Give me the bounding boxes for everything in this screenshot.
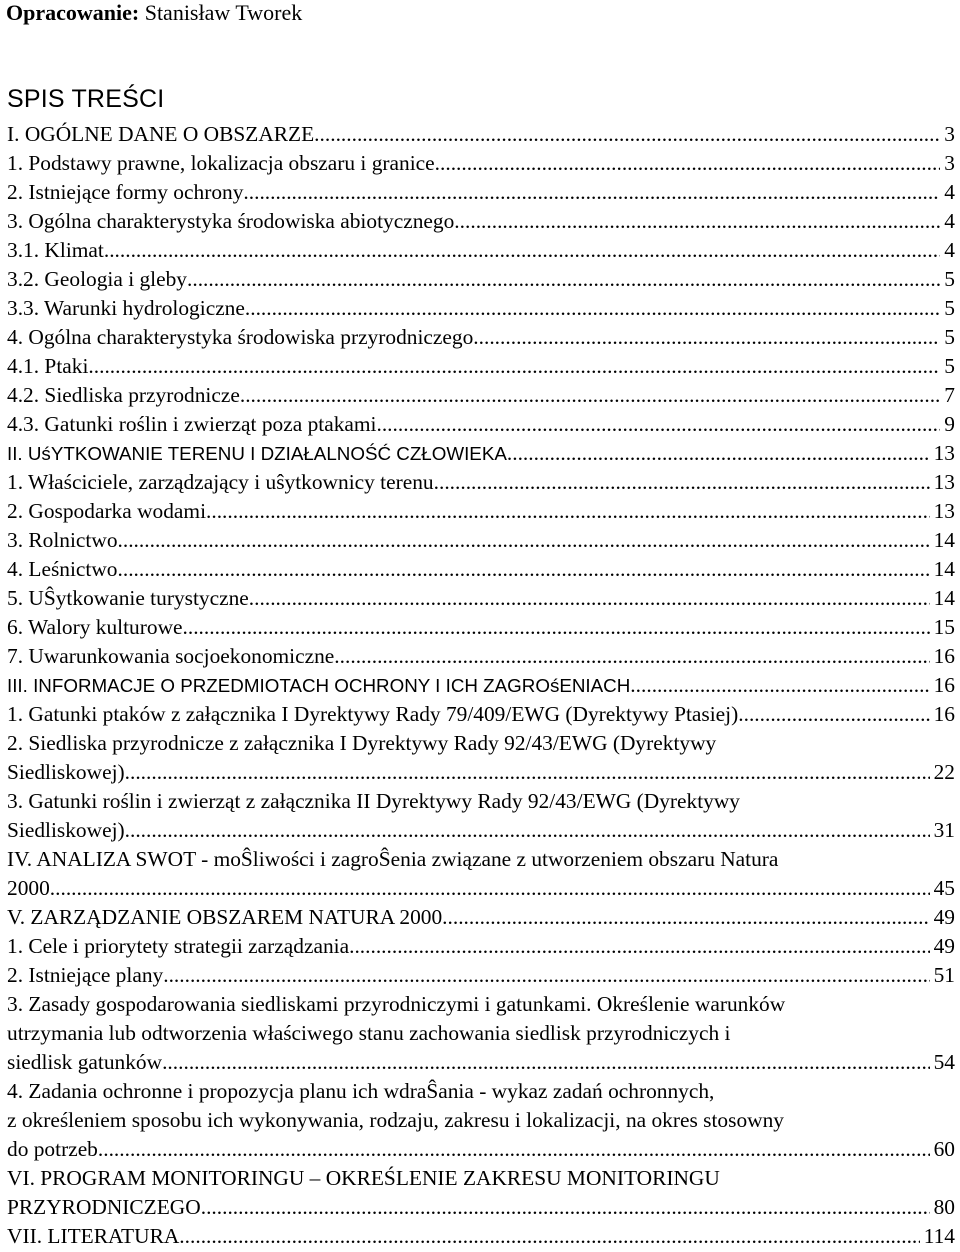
dot-leader (243, 178, 940, 207)
toc-entry-title: siedlisk gatunków (7, 1050, 163, 1074)
dot-leader (162, 1048, 930, 1077)
dot-leader (187, 265, 940, 294)
dot-leader (118, 555, 930, 584)
dot-leader (314, 120, 940, 149)
toc-entry[interactable] (7, 1077, 955, 1164)
toc-entry-last-line (7, 874, 955, 903)
toc-page-number: 4 (944, 180, 955, 204)
toc-entry[interactable] (7, 294, 955, 323)
toc-page-number: 5 (944, 267, 955, 291)
toc-entry[interactable] (7, 961, 955, 990)
dot-leader (98, 1135, 930, 1164)
toc-entry-title: 4.2. Siedliska przyrodnicze (7, 383, 240, 407)
toc-entry-last-line (7, 1135, 955, 1164)
dot-leader (245, 294, 940, 323)
dot-leader (454, 207, 940, 236)
toc-entry[interactable] (7, 120, 955, 149)
dot-leader (376, 410, 940, 439)
toc-page-number: 31 (933, 818, 955, 842)
toc-page-number: 16 (933, 644, 955, 668)
toc-entry[interactable] (7, 990, 955, 1077)
dot-leader (249, 584, 930, 613)
dot-leader (507, 439, 930, 468)
toc-entry[interactable] (7, 555, 955, 584)
dot-leader (118, 526, 930, 555)
dot-leader (88, 352, 940, 381)
toc-entry-title: 3. Rolnictwo (7, 528, 118, 552)
toc-page-number: 45 (933, 876, 955, 900)
toc-entry-title: II. UśYTKOWANIE TERENU I DZIAŁALNOŚĆ CZŁOWIEKA (7, 443, 507, 464)
dot-leader (738, 700, 929, 729)
toc-page-number: 5 (944, 325, 955, 349)
toc-entry-line: z określeniem sposobu ich wykonywania, rodzaju, zakresu i lokalizacji, na okres stosowny (7, 1108, 784, 1132)
toc-entry[interactable] (7, 265, 955, 294)
toc-page-number: 14 (933, 586, 955, 610)
dot-leader (104, 236, 940, 265)
toc-page-number: 13 (933, 470, 955, 494)
dot-leader (206, 497, 930, 526)
toc-page-number: 16 (933, 702, 955, 726)
toc-page-number: 114 (923, 1224, 955, 1248)
toc-entry-title: 1. Cele i priorytety strategii zarządzania (7, 934, 350, 958)
toc-entry-title: 1. Właściciele, zarządzający i uŝytkownicy terenu (7, 470, 434, 494)
toc-page-number: 14 (933, 528, 955, 552)
toc-entry[interactable] (7, 323, 955, 352)
toc-page-number: 60 (933, 1137, 955, 1161)
dot-leader (442, 903, 929, 932)
dot-leader (435, 149, 941, 178)
toc-entry-title: 3.3. Warunki hydrologiczne (7, 296, 245, 320)
toc-page-number: 5 (944, 296, 955, 320)
author-line (6, 0, 302, 26)
toc-entry[interactable] (7, 149, 955, 178)
toc-entry[interactable] (7, 468, 955, 497)
toc-page-number: 4 (944, 238, 955, 262)
toc-entry[interactable] (7, 410, 955, 439)
toc-page-number: 15 (933, 615, 955, 639)
toc-entry-line: IV. ANALIZA SWOT - moŜliwości i zagroŜenia związane z utworzeniem obszaru Natura (7, 847, 779, 871)
toc-entry-title: 1. Podstawy prawne, lokalizacja obszaru i granice (7, 151, 435, 175)
toc-entry-title: 4.3. Gatunki roślin i zwierząt poza ptakami (7, 412, 377, 436)
toc-page-number: 9 (944, 412, 955, 436)
toc-entry-last-line (7, 1048, 955, 1077)
toc-entry[interactable] (7, 932, 955, 961)
toc-entry-title: 1. Gatunki ptaków z załącznika I Dyrektywy Rady 79/409/EWG (Dyrektywy Ptasiej) (7, 702, 739, 726)
toc-page-number: 13 (933, 441, 955, 465)
dot-leader (183, 613, 930, 642)
toc-entry[interactable] (7, 642, 955, 671)
toc-entry[interactable] (7, 439, 955, 468)
toc-entry[interactable] (7, 207, 955, 236)
toc-entry-title: 2. Gospodarka wodami (7, 499, 207, 523)
dot-leader (179, 1222, 919, 1251)
toc-entry[interactable] (7, 903, 955, 932)
toc-page-number: 7 (944, 383, 955, 407)
toc-page-number: 3 (944, 122, 955, 146)
toc-entry-title: Siedliskowej) (7, 760, 125, 784)
dot-leader (473, 323, 940, 352)
toc-entry-title: 5. UŜytkowanie turystyczne (7, 586, 249, 610)
dot-leader (240, 381, 940, 410)
toc-page-number: 54 (933, 1050, 955, 1074)
toc-entry-line: 3. Gatunki roślin i zwierząt z załącznika II Dyrektywy Rady 92/43/EWG (Dyrektywy (7, 789, 740, 813)
toc-entry-title: 3.2. Geologia i gleby (7, 267, 188, 291)
toc-entry[interactable] (7, 497, 955, 526)
dot-leader (125, 758, 930, 787)
dot-leader (334, 642, 929, 671)
toc-entry-title: do potrzeb (7, 1137, 98, 1161)
toc-page-number: 49 (933, 905, 955, 929)
toc-entry-title: PRZYRODNICZEGO (7, 1195, 201, 1219)
toc-entry-title: 3.1. Klimat (7, 238, 104, 262)
toc-entry[interactable] (7, 787, 955, 845)
toc-entry-title: 6. Walory kulturowe (7, 615, 183, 639)
toc-entry[interactable] (7, 352, 955, 381)
author-label: Opracowanie: (6, 0, 140, 25)
toc-entry-title: 7. Uwarunkowania socjoekonomiczne (7, 644, 335, 668)
toc-page-number: 80 (933, 1195, 955, 1219)
toc-title: SPIS TREŚCI (7, 85, 165, 113)
dot-leader (630, 671, 929, 700)
toc-page-number: 16 (933, 673, 955, 697)
toc-entry[interactable] (7, 381, 955, 410)
toc-entry-title: VII. LITERATURA (7, 1224, 180, 1248)
toc-entry-title: V. ZARZĄDZANIE OBSZAREM NATURA 2000 (7, 905, 443, 929)
dot-leader (163, 961, 929, 990)
toc-entry-title: 3. Ogólna charakterystyka środowiska abiotycznego (7, 209, 455, 233)
table-of-contents (7, 120, 955, 1251)
toc-page-number: 22 (933, 760, 955, 784)
dot-leader (349, 932, 930, 961)
toc-entry-last-line (7, 816, 955, 845)
toc-entry[interactable] (7, 236, 955, 265)
toc-entry[interactable] (7, 671, 955, 700)
author-name: Stanisław Tworek (144, 0, 303, 25)
dot-leader (125, 816, 930, 845)
toc-entry[interactable] (7, 729, 955, 787)
toc-entry[interactable] (7, 700, 955, 729)
toc-entry[interactable] (7, 1222, 955, 1251)
toc-page-number: 51 (933, 963, 955, 987)
toc-entry-last-line (7, 758, 955, 787)
toc-entry-title: 4.1. Ptaki (7, 354, 89, 378)
toc-page-number: 14 (933, 557, 955, 581)
toc-entry-title: 4. Ogólna charakterystyka środowiska przyrodniczego (7, 325, 474, 349)
toc-entry[interactable] (7, 584, 955, 613)
toc-entry-line: 4. Zadania ochronne i propozycja planu ich wdraŜania - wykaz zadań ochronnych, (7, 1079, 715, 1103)
toc-entry-title: 2. Istniejące formy ochrony (7, 180, 244, 204)
toc-entry-line: utrzymania lub odtworzenia właściwego stanu zachowania siedlisk przyrodniczych i (7, 1021, 731, 1045)
toc-entry-title: 2000 (7, 876, 50, 900)
toc-entry-title: I. OGÓLNE DANE O OBSZARZE (7, 122, 315, 146)
toc-entry[interactable] (7, 178, 955, 207)
toc-entry-title: 4. Leśnictwo (7, 557, 118, 581)
toc-page-number: 3 (944, 151, 955, 175)
dot-leader (434, 468, 930, 497)
toc-entry-line: 2. Siedliska przyrodnicze z załącznika I Dyrektywy Rady 92/43/EWG (Dyrektywy (7, 731, 717, 755)
toc-page-number: 49 (933, 934, 955, 958)
toc-entry[interactable] (7, 613, 955, 642)
toc-entry[interactable] (7, 526, 955, 555)
toc-page-number: 5 (944, 354, 955, 378)
toc-entry[interactable] (7, 1164, 955, 1222)
toc-entry-title: III. INFORMACJE O PRZEDMIOTACH OCHRONY I ICH ZAGROśENIACH (7, 675, 631, 696)
dot-leader (50, 874, 930, 903)
toc-entry-last-line (7, 1193, 955, 1222)
toc-entry-title: 2. Istniejące plany (7, 963, 164, 987)
toc-page-number: 13 (933, 499, 955, 523)
toc-page-number: 4 (944, 209, 955, 233)
dot-leader (201, 1193, 930, 1222)
toc-entry-title: Siedliskowej) (7, 818, 125, 842)
toc-entry-line: 3. Zasady gospodarowania siedliskami przyrodniczymi i gatunkami. Określenie warunków (7, 992, 786, 1016)
toc-entry[interactable] (7, 845, 955, 903)
toc-entry-line: VI. PROGRAM MONITORINGU – OKREŚLENIE ZAKRESU MONITORINGU (7, 1166, 720, 1190)
